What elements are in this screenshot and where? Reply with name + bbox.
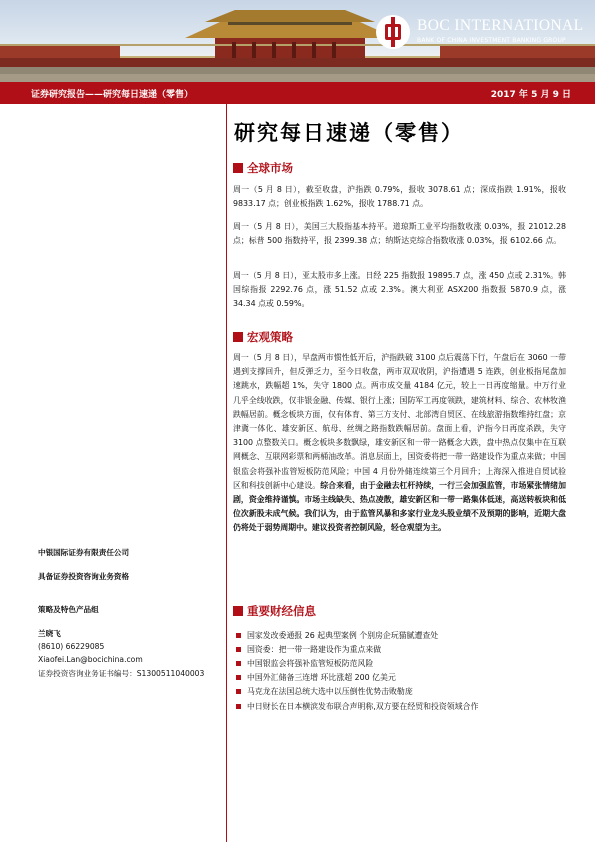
section-square-icon xyxy=(233,163,243,173)
analyst-email[interactable]: Xiaofei.Lan@bocichina.com xyxy=(38,655,143,664)
bullet-square-icon xyxy=(236,704,241,709)
section-heading-global-market: 全球市场 xyxy=(233,161,293,175)
section-heading-macro: 宏观策略 xyxy=(233,330,293,344)
analyst-name: 兰晓飞 xyxy=(38,629,61,638)
report-date: 2017 年 5 月 9 日 xyxy=(490,90,571,100)
header-banner xyxy=(0,0,595,82)
macro-paragraph xyxy=(233,351,566,536)
brand-subtitle: BANK OF CHINA INVESTMENT BANKING GROUP xyxy=(417,37,566,44)
column-divider xyxy=(226,104,227,842)
bullet-square-icon xyxy=(236,633,241,638)
report-type: 证券研究报告——研究每日速递（零售） xyxy=(31,90,194,100)
bullet-square-icon xyxy=(236,647,241,652)
section-square-icon xyxy=(233,606,243,616)
list-item: 国家发改委通报 26 起典型案例 个别房企玩猫腻遭查处 xyxy=(233,628,573,642)
analyst-phone: (8610) 66229085 xyxy=(38,642,105,651)
license-number: 证券投资咨询业务证书编号：S1300511040003 xyxy=(38,669,205,678)
section-square-icon xyxy=(233,332,243,342)
news-list xyxy=(233,628,573,713)
group-name: 策略及特色产品组 xyxy=(38,605,99,614)
macro-text: 周一（5 月 8 日），早盘两市惯性低开后，沪指跌破 3100 点后震荡下行，午盘后在 3060 一带遇到支撑回升，但反弹乏力，至今日收盘，两市双双收阴，沪指遭遇 5 连跌，创业板指尾盘加速跳水，跌幅超 1%，失守 1800 点。两市成交量 4184 亿元，较上一日再度缩量。中万行业几乎全线收跌，仅非银金融、传媒、银行上涨；国防军工再度领跌，建筑材料、综合、农林牧渔跌幅居前。概念板块方面，仅有体育、第三方支付、北部湾自贸区、在线旅游指数维持红盘；京津冀一体化、雄安新区、航母、丝绸之路指数跌幅居前。盘面上看，沪指今日再度杀跌，失守 3100 点整数关口。概念板块多数飘绿，雄安新区和一带一路概念大跌，盘中热点仅集中在互联网概念、互联网彩票和两桶油改革。消息层面上，国资委将把一带一路建设作为重点来做；中国银监会将强补监管短板防范风险；中国 4 月份外储连续第三个月回升；上海深入推进自贸试验区和科技创新中心建设。 xyxy=(233,353,566,490)
list-item: 中国外汇储备三连增 环比涨超 200 亿美元 xyxy=(233,671,573,685)
list-item: 国资委：把一带一路建设作为重点来做 xyxy=(233,642,573,656)
macro-conclusion: 综合来看，由于金融去杠杆持续，一行三会加强监管，市场紧张情绪加剧，资金维持谨慎。市场主线缺失、热点凌散，雄安新区和一带一路集体低迷，高送转板块和低位次新股未成气候。我们认为，由于监管风暴和多家行业龙头股业绩不及预期的影响，近期大盘仍将处于弱势周期中。建议投资者控制风险，轻仓观望为主。 xyxy=(233,480,566,533)
bullet-square-icon xyxy=(236,675,241,680)
brand-title: BOC INTERNATIONAL xyxy=(417,17,584,34)
brand-logo xyxy=(376,14,591,54)
bullet-square-icon xyxy=(236,689,241,694)
company-name: 中银国际证券有限责任公司 xyxy=(38,548,130,557)
page-title: 研究每日速递（零售） xyxy=(234,121,464,145)
qualification: 具备证券投资咨询业务资格 xyxy=(38,572,130,581)
global-market-paragraph: 周一（5 月 8 日），截至收盘，沪指跌 0.79%，报收 3078.61 点；深成指跌 1.91%，报收 9833.17 点；创业板指跌 1.62%，报收 1788.71 点。 xyxy=(233,185,566,209)
bullet-square-icon xyxy=(236,661,241,666)
boc-logo-icon xyxy=(376,15,410,49)
list-item: 中国银监会将强补监管短板防范风险 xyxy=(233,656,573,670)
list-item: 马克龙在法国总统大选中以压倒性优势击败勒庞 xyxy=(233,685,573,699)
global-market-paragraph: 周一（5 月 8 日），亚太股市多上涨。日经 225 指数报 19895.7 点，涨 450 点或 2.31%。韩国综指报 2292.76 点，涨 51.52 点或 2.3%。澳大利亚 ASX200 指数报 5870.9 点，涨 34.34 点或 0.59%。 xyxy=(233,271,566,309)
report-header-bar xyxy=(0,82,595,104)
section-heading-news: 重要财经信息 xyxy=(233,604,316,618)
list-item: 中日财长在日本横滨发布联合声明称,双方要在经贸和投资领域合作 xyxy=(233,699,573,713)
global-market-paragraph: 周一（5 月 8 日），美国三大股指基本持平。道琼斯工业平均指数收涨 0.03%，报 21012.28 点；标普 500 指数持平，报 2399.38 点；纳斯达克综合指数收涨 0.03%，报 6102.66 点。 xyxy=(233,222,566,246)
